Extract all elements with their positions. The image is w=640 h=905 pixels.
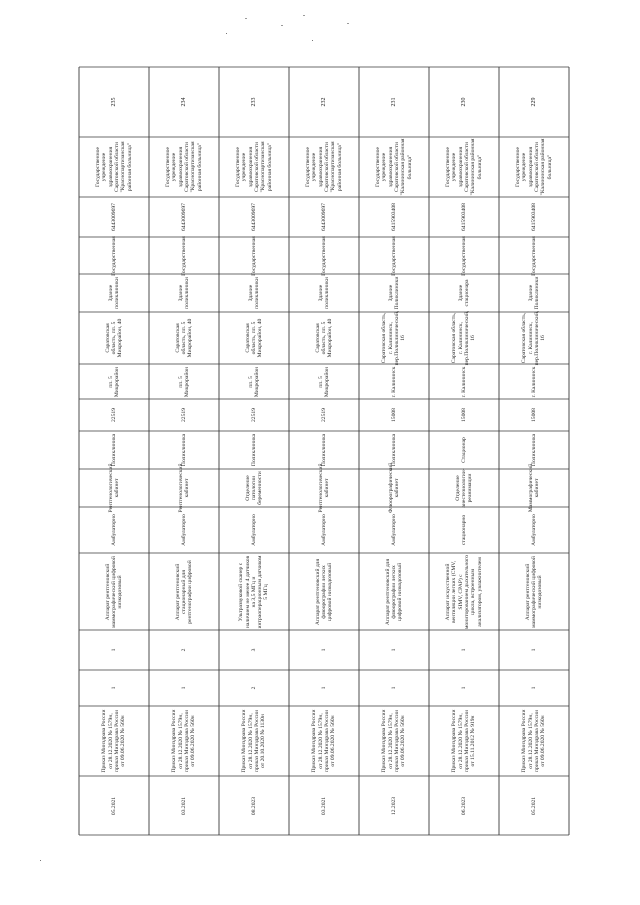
table-cell-department: Поликлиника bbox=[110, 433, 117, 467]
table-cell-building: Здание Поликлиники bbox=[527, 276, 540, 310]
table-cell-locality: пп. 5 Микрорайон bbox=[177, 366, 190, 397]
row-number-cell: 231 bbox=[390, 97, 397, 107]
table-cell-ownership: Государственная bbox=[180, 235, 187, 276]
table-cell-count-a: 1 bbox=[460, 648, 467, 652]
table-cell-equipment: Ультразвуковой сканер с наличием не менее 4 датчиков на 3,5 МГц и интраоперационным датчиком 5 МГц bbox=[238, 555, 270, 628]
table-cell-ownership: Государственная bbox=[110, 235, 117, 276]
table-cell-date: 06.2023 bbox=[460, 796, 467, 815]
table-cell-code: 15008 bbox=[460, 408, 467, 422]
table-cell-institution: Государственное учреждение здравоохранения Саратовской области "Краснопартизанская районная больница" bbox=[235, 141, 273, 193]
table-cell-count-b: 1 bbox=[320, 686, 327, 690]
table-cell-count-b: 1 bbox=[110, 686, 117, 690]
table-cell-department: Стационар bbox=[460, 437, 467, 463]
table-cell-order: Приказ Минздрава России от 28.12.2020 № 1579н, приказ Минздрава России от 09.06.2020 № 560н bbox=[311, 709, 337, 773]
row-number-cell: 234 bbox=[180, 97, 187, 107]
table-cell-building: Здание поликлиники bbox=[247, 277, 260, 309]
table-cell-equipment: Аппарат искусственной вентиляции легких (CMV, SIMV, CPAP) с мониторованием дыхательного цикла, встроенным анализатором, увлажнителем bbox=[445, 554, 483, 629]
table-cell-order: Приказ Минздрава России от 28.12.2020 № 1579н, приказ Минздрава России от 20.10.2020 № 1130н bbox=[241, 709, 267, 773]
table-cell-count-b: 1 bbox=[390, 686, 397, 690]
table-cell-count-b: 1 bbox=[180, 686, 187, 690]
table-cell-address: Саратовская область, пп. 5 Микрорайон, 40 bbox=[174, 318, 194, 358]
table-cell-care-mode: Амбулаторно bbox=[320, 514, 327, 546]
table-cell-building: Здание поликлиники bbox=[177, 277, 190, 309]
table-cell-ownership: Государственная bbox=[320, 235, 327, 276]
table-cell-count-a: 2 bbox=[180, 648, 187, 652]
table-cell-building: Здание поликлиники bbox=[317, 277, 330, 309]
table-cell-ownership: Государственная bbox=[460, 235, 467, 276]
table-cell-count-a: 1 bbox=[530, 648, 537, 652]
table-cell-department: Поликлиника bbox=[320, 433, 327, 467]
row-number-cell: 235 bbox=[110, 97, 117, 107]
table-cell-institution: Государственное учреждение здравоохранения Саратовской области "Краснопартизанская районная больница" bbox=[305, 141, 343, 193]
table-cell-department: Поликлиника bbox=[250, 433, 257, 467]
table-cell-care-mode: Амбулаторно bbox=[530, 514, 537, 546]
table-cell-department: Поликлиника bbox=[530, 433, 537, 467]
table-cell-room: Рентгенологический кабинет bbox=[177, 463, 190, 513]
table-cell-ownership: Государственная bbox=[390, 235, 397, 276]
table-cell-date: 05.2021 bbox=[110, 796, 117, 815]
table-cell-locality: г. Калининск bbox=[460, 366, 467, 397]
table-cell-address: Саратовская область, пп. 5 Микрорайон, 40 bbox=[244, 318, 264, 358]
table-cell-count-a: 1 bbox=[390, 648, 397, 652]
table-cell-locality: пп. 5 Микрорайон bbox=[107, 366, 120, 397]
table-cell-building: Здание поликлиники bbox=[107, 277, 120, 309]
table-cell-equipment: Аппарат рентгеновский для флюорографии легких цифровой низкодозовый bbox=[314, 558, 334, 625]
row-number-cell: 229 bbox=[530, 97, 537, 107]
table-cell-address: Саратовская область, г. Калининск, пер.Поликлинический, 16 bbox=[451, 310, 477, 366]
table-cell-care-mode: Амбулаторно bbox=[390, 514, 397, 546]
table-cell-care-mode: Амбулаторно bbox=[250, 514, 257, 546]
table-cell-care-mode: Амбулаторно bbox=[180, 514, 187, 546]
table-cell-locality: пп. 5 Микрорайон bbox=[247, 366, 260, 397]
table-cell-inn: 6415903408 bbox=[460, 203, 467, 231]
table-cell-room: Маммографический кабинет bbox=[527, 463, 540, 513]
table-cell-address: Саратовская область, пп. 5 Микрорайон, 40 bbox=[314, 318, 334, 358]
table-cell-inn: 6443009697 bbox=[320, 203, 327, 231]
table-cell-date: 08.2023 bbox=[250, 796, 257, 815]
table-cell-department: Поликлиника bbox=[390, 433, 397, 467]
table-cell-date: 05.2021 bbox=[530, 796, 537, 815]
table-cell-inn: 6443009697 bbox=[180, 203, 187, 231]
table-cell-address: Саратовская область, пп. 5 Микрорайон, 40 bbox=[104, 318, 124, 358]
table-cell-date: 03.2021 bbox=[180, 796, 187, 815]
table-cell-institution: Государственное учреждение здравоохранения Саратовской области "Калининская районная больница" bbox=[445, 138, 483, 196]
table-cell-order: Приказ Минздрава России от 28.12.2020 № 1579н, приказ Минздрава России от 09.06.2020 № 560н bbox=[521, 709, 547, 773]
table-cell-institution: Государственное учреждение здравоохранения Саратовской области "Калининская районная больница" bbox=[515, 138, 553, 196]
row-number-cell: 233 bbox=[250, 97, 257, 107]
table-cell-locality: пп. 5 Микрорайон bbox=[317, 366, 330, 397]
table-cell-code: 22519 bbox=[180, 408, 187, 422]
table-cell-department: Поликлиника bbox=[180, 433, 187, 467]
row-number-cell: 232 bbox=[320, 97, 327, 107]
table-cell-date: 03.2021 bbox=[320, 796, 327, 815]
table-cell-room: Флюорографический кабинет bbox=[387, 462, 400, 514]
table-cell-count-a: 3 bbox=[250, 648, 257, 652]
table-cell-building: Здание Поликлиники bbox=[387, 276, 400, 310]
table-cell-inn: 6415903408 bbox=[530, 203, 537, 231]
table-cell-locality: г. Калининск bbox=[530, 366, 537, 397]
table-cell-order: Приказ Минздрава России от 28.12.2020 № 1579н, приказ Минздрава России от 09.06.2020 № 560н bbox=[101, 709, 127, 773]
table-cell-date: 12.2023 bbox=[390, 796, 397, 815]
table-cell-equipment: Аппарат рентгеновский стационарный для рентгенографии цифровой bbox=[174, 559, 194, 624]
table-cell-count-a: 1 bbox=[320, 648, 327, 652]
table-cell-inn: 6443009697 bbox=[250, 203, 257, 231]
table-cell-building: Здание стационара bbox=[457, 279, 470, 307]
table-cell-room: Отделение анестезиологии-реанимации bbox=[454, 468, 474, 508]
table-cell-code: 22519 bbox=[320, 408, 327, 422]
table-cell-care-mode: Амбулаторно bbox=[110, 514, 117, 546]
table-cell-room: Рентгенологический кабинет bbox=[107, 463, 120, 513]
table-cell-code: 15008 bbox=[390, 408, 397, 422]
table-cell-count-b: 1 bbox=[530, 686, 537, 690]
table-cell-code: 22519 bbox=[110, 408, 117, 422]
table-cell-count-b: 2 bbox=[250, 686, 257, 690]
table-cell-equipment: Аппарат рентгеновский маммографический цифровой низкодозовый bbox=[524, 555, 544, 628]
table-cell-locality: г. Калининск bbox=[390, 366, 397, 397]
table-cell-institution: Государственное учреждение здравоохранения Саратовской области "Калининская районная больница" bbox=[375, 138, 413, 196]
table-cell-inn: 6443009697 bbox=[110, 203, 117, 231]
table-cell-room: Отделение патологии беременности bbox=[244, 471, 264, 505]
table-cell-inn: 6415903408 bbox=[390, 203, 397, 231]
table-cell-count-a: 1 bbox=[110, 648, 117, 652]
table-cell-order: Приказ Минздрава России от 28.12.2020 № 1579н, приказ Минздрава России от 09.06.2020 № 560н bbox=[171, 709, 197, 773]
row-number-cell: 230 bbox=[460, 97, 467, 107]
table-cell-care-mode: стационарно bbox=[460, 514, 467, 546]
table-cell-institution: Государственное учреждение здравоохранения Саратовской области "Краснопартизанская районная больница" bbox=[165, 141, 203, 193]
table-cell-institution: Государственное учреждение здравоохранения Саратовской области "Краснопартизанская районная больница" bbox=[95, 141, 133, 193]
table-cell-address: Саратовская область, г. Калининск, пер.Поликлинический, 16 bbox=[521, 310, 547, 366]
table-cell-equipment: Аппарат рентгеновский для флюорографии легких цифровой низкодозовый bbox=[384, 558, 404, 625]
table-cell-ownership: Государственная bbox=[530, 235, 537, 276]
table-cell-address: Саратовская область, г. Калининск, пер.Поликлинический, 16 bbox=[381, 310, 407, 366]
table-cell-code: 15008 bbox=[530, 408, 537, 422]
table-cell-count-b: 1 bbox=[460, 686, 467, 690]
table-cell-ownership: Государственная bbox=[250, 235, 257, 276]
table-cell-order: Приказ Минздрава России от 28.12.2020 № 1579н, приказ Минздрава России от 15.11.2012 № 919н bbox=[451, 709, 477, 773]
table-cell-order: Приказ Минздрава России от 28.12.2020 № 1579н, приказ Минздрава России от 09.06.2020 № 560н bbox=[381, 709, 407, 773]
table-cell-code: 22519 bbox=[250, 408, 257, 422]
table-cell-equipment: Аппарат рентгеновский маммографический цифровой низкодозовый bbox=[104, 555, 124, 628]
table-cell-room: Рентгенологический кабинет bbox=[317, 463, 330, 513]
